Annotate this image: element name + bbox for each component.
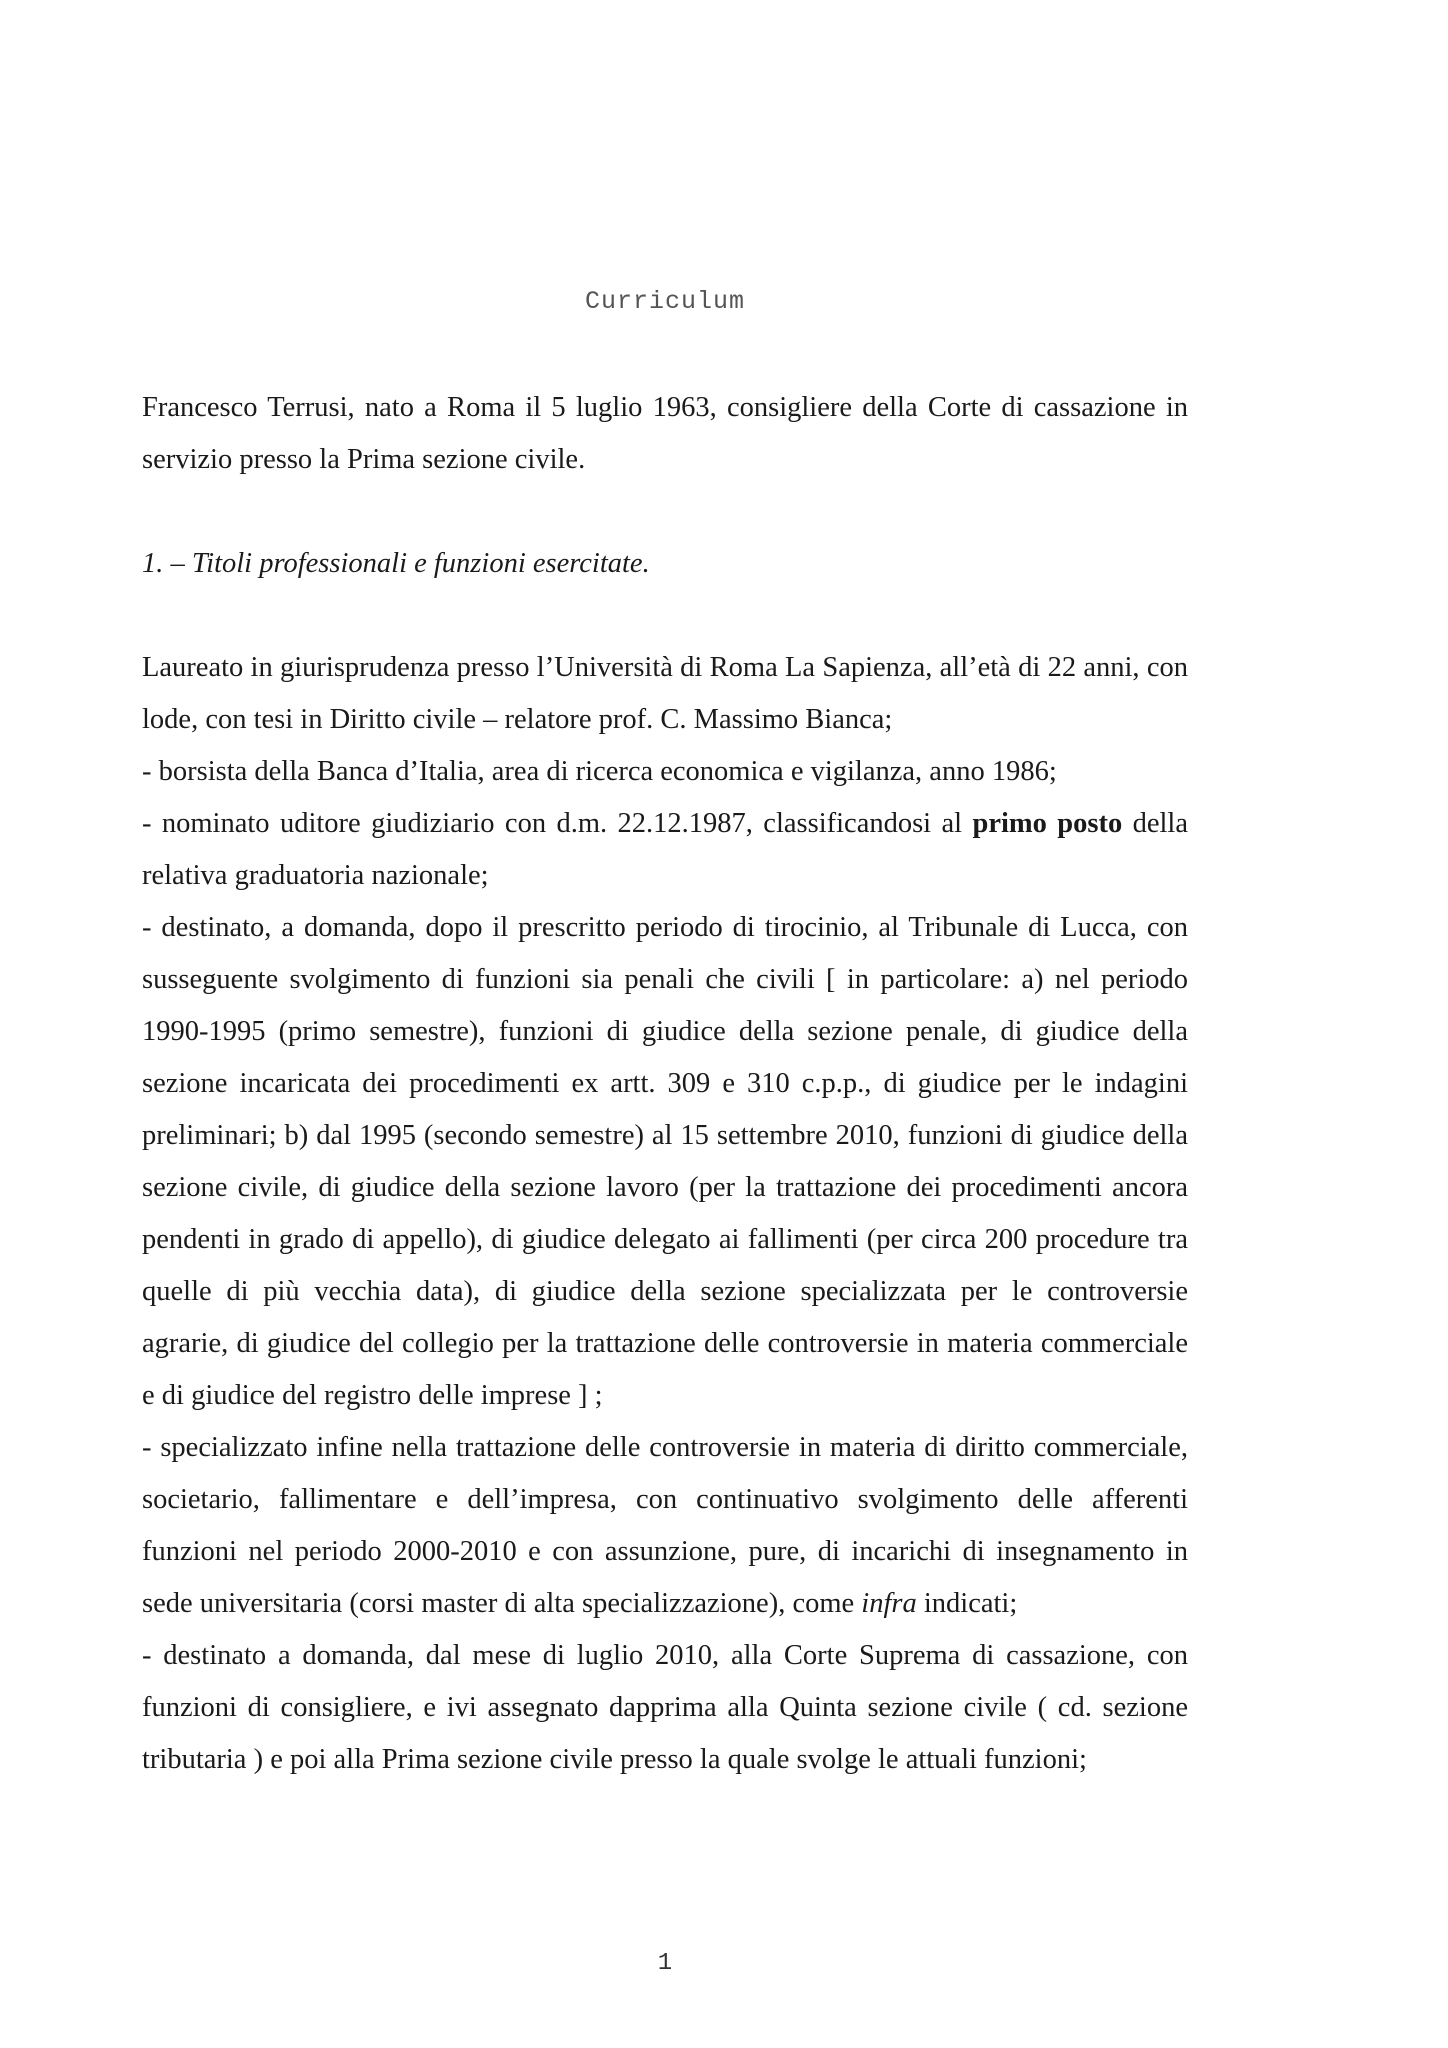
- paragraph-nominato-text-1: - nominato uditore giudiziario con d.m. 22.12.1987, classificandosi al: [142, 808, 973, 839]
- primo-posto-emphasis: primo posto: [972, 808, 1123, 839]
- spacer: [142, 590, 1188, 642]
- paragraph-laurea: Laureato in giurisprudenza presso l’Università di Roma La Sapienza, all’età di 22 anni, con lode, con tesi in Diritto civile – relatore prof. C. Massimo Bianca;: [142, 652, 1188, 735]
- paragraph-specializzato-text-1: - specializzato infine nella trattazione delle controversie in materia di diritto commerciale, societario, fallimentare e dell’impresa, con continuativo svolgimento delle afferenti funzioni nel periodo 2000-2010 e con assunzione, pure, di incarichi di insegnamento in sede universitaria (corsi master di alta specializzazione), come: [142, 1432, 1188, 1619]
- paragraph-nominato: [142, 798, 1188, 902]
- document-body: [142, 382, 1188, 1786]
- paragraph-specializzato-text-2: indicati;: [916, 1588, 1018, 1619]
- paragraph-destinato-cassazione: - destinato a domanda, dal mese di luglio 2010, alla Corte Suprema di cassazione, con funzioni di consigliere, e ivi assegnato dapprima alla Quinta sezione civile ( cd. sezione tributaria ) e poi alla Prima sezione civile presso la quale svolge le attuali funzioni;: [142, 1640, 1188, 1775]
- section-heading: 1. – Titoli professionali e funzioni esercitate.: [142, 548, 650, 579]
- paragraph-nominato-text-2: della relativa graduatoria nazionale;: [142, 808, 1189, 891]
- document-title: Curriculum: [584, 287, 746, 316]
- intro-paragraph: Francesco Terrusi, nato a Roma il 5 luglio 1963, consigliere della Corte di cassazione in servizio presso la Prima sezione civile.: [142, 392, 1188, 475]
- paragraph-destinato-lucca: - destinato, a domanda, dopo il prescritto periodo di tirocinio, al Tribunale di Lucca, con susseguente svolgimento di funzioni sia penali che civili [ in particolare: a) nel periodo 1990-1995 (primo semestre), funzioni di giudice della sezione penale, di giudice della sezione incaricata dei procedimenti ex artt. 309 e 310 c.p.p., di giudice per le indagini preliminari; b) dal 1995 (secondo semestre) al 15 settembre 2010, funzioni di giudice della sezione civile, di giudice della sezione lavoro (per la trattazione dei procedimenti ancora pendenti in grado di appello), di giudice delegato ai fallimenti (per circa 200 procedure tra quelle di più vecchia data), di giudice della sezione specializzata per le controversie agrarie, di giudice del collegio per la trattazione delle controversie in materia commerciale e di giudice del registro delle imprese ] ;: [142, 912, 1188, 1411]
- paragraph-borsista: - borsista della Banca d’Italia, area di ricerca economica e vigilanza, anno 1986;: [142, 756, 1057, 787]
- paragraph-specializzato: [142, 1422, 1188, 1630]
- spacer: [142, 486, 1188, 538]
- infra-emphasis: infra: [861, 1588, 917, 1619]
- page-number: 1: [657, 1950, 673, 1977]
